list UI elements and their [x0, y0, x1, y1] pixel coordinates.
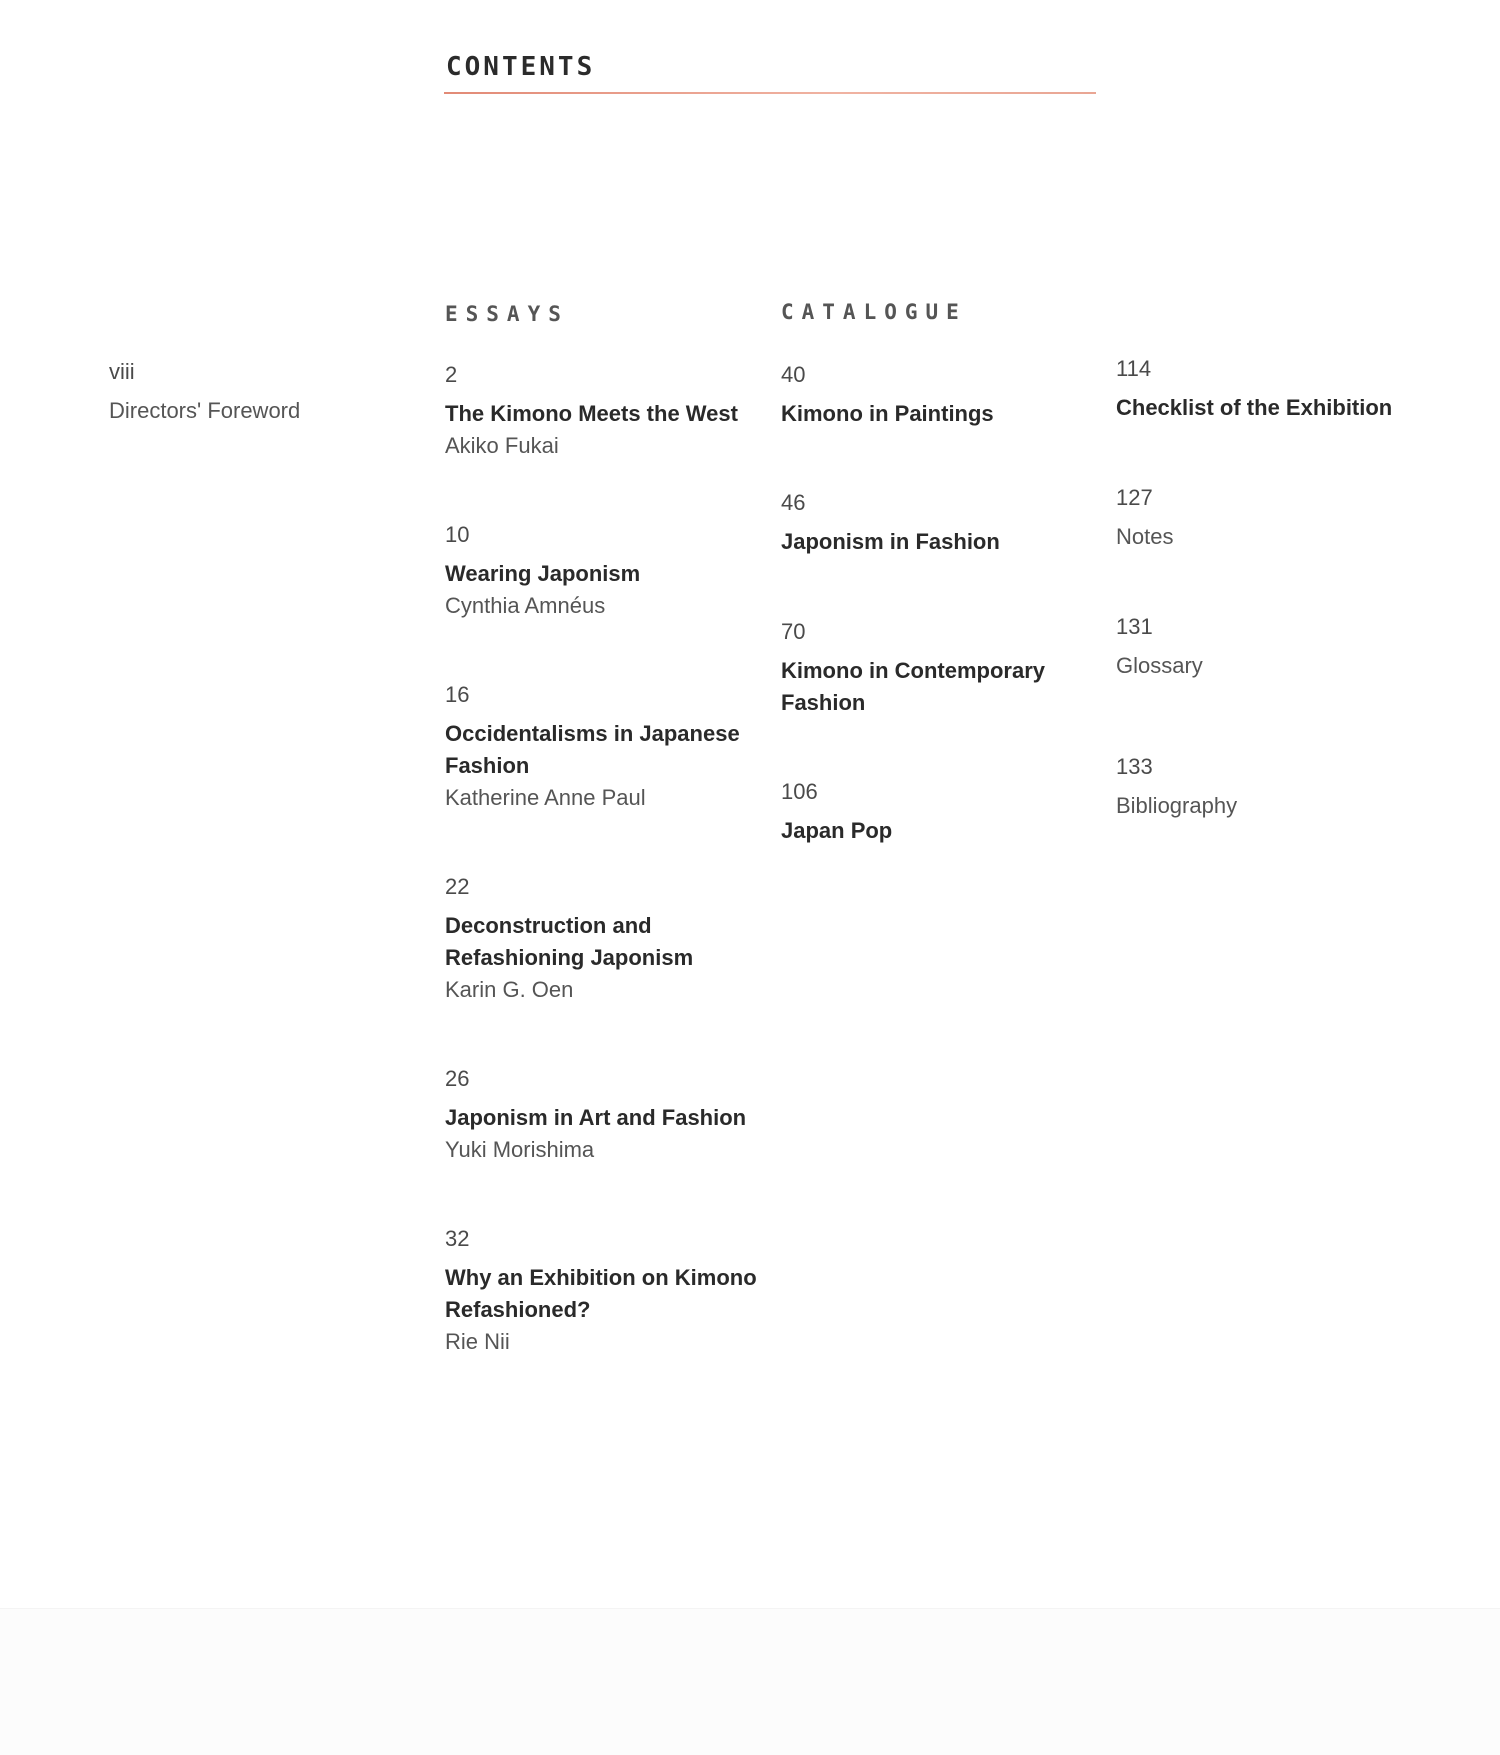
- toc-entry-title: Deconstruction and Refashioning Japonism: [445, 913, 694, 970]
- toc-entry-back-matter[interactable]: [1116, 354, 1456, 424]
- toc-entry-author: Karin G. Oen: [445, 977, 574, 1002]
- toc-entry-back-matter[interactable]: [1116, 483, 1456, 553]
- toc-page-number: 16: [445, 682, 470, 707]
- toc-page-number: 127: [1116, 485, 1153, 510]
- toc-entry-essay[interactable]: [445, 520, 775, 622]
- toc-entry-title: Wearing Japonism: [445, 561, 641, 586]
- toc-entry-title: Glossary: [1116, 653, 1203, 678]
- toc-entry-back-matter[interactable]: [1116, 612, 1456, 682]
- toc-page-number: 133: [1116, 754, 1153, 779]
- toc-entry-title: Japonism in Fashion: [781, 529, 1000, 554]
- toc-entry-title: The Kimono Meets the West: [445, 401, 738, 426]
- toc-entry-author: Katherine Anne Paul: [445, 785, 646, 810]
- title-rule: [444, 92, 1096, 94]
- toc-page-number: 46: [781, 490, 806, 515]
- toc-entry-title: Japan Pop: [781, 818, 893, 843]
- toc-page-number: 131: [1116, 614, 1153, 639]
- toc-entry-essay[interactable]: [445, 1064, 775, 1166]
- toc-entry-author: Rie Nii: [445, 1329, 510, 1354]
- toc-entry-catalogue[interactable]: [781, 360, 1081, 430]
- toc-page-number: 2: [445, 362, 458, 387]
- toc-entry-essay[interactable]: [445, 872, 775, 1006]
- toc-entry-title: Notes: [1116, 524, 1174, 549]
- toc-entry-title: Kimono in Paintings: [781, 401, 994, 426]
- section-heading-essays: ESSAYS: [445, 302, 569, 326]
- section-heading-catalogue: CATALOGUE: [781, 300, 967, 324]
- toc-entry-title: Kimono in Contemporary Fashion: [781, 658, 1046, 715]
- toc-entry-title: Occidentalisms in Japanese Fashion: [445, 721, 740, 778]
- toc-entry-essay[interactable]: [445, 360, 775, 462]
- toc-page-number: 40: [781, 362, 806, 387]
- toc-entry-essay[interactable]: [445, 680, 775, 814]
- toc-page-number: 22: [445, 874, 470, 899]
- page-title: CONTENTS: [446, 52, 596, 82]
- toc-entry-author: Yuki Morishima: [445, 1137, 595, 1162]
- toc-entry-author: Cynthia Amnéus: [445, 593, 606, 618]
- toc-page-number: 114: [1116, 356, 1152, 381]
- toc-entry-title: Why an Exhibition on Kimono Refashioned?: [445, 1265, 757, 1322]
- toc-page-number: 10: [445, 522, 470, 547]
- toc-entry-author: Akiko Fukai: [445, 433, 559, 458]
- toc-entry-title: Japonism in Art and Fashion: [445, 1105, 747, 1130]
- toc-entry-catalogue[interactable]: [781, 777, 1081, 847]
- toc-entry-title: Bibliography: [1116, 793, 1238, 818]
- toc-entry-back-matter[interactable]: [1116, 752, 1456, 822]
- toc-entry-essay[interactable]: [445, 1224, 775, 1358]
- toc-page-number: 70: [781, 619, 806, 644]
- toc-entry-catalogue[interactable]: [781, 617, 1081, 719]
- page-bottom-margin: [0, 1608, 1500, 1755]
- toc-page-number: 32: [445, 1226, 470, 1251]
- toc-page-number: viii: [109, 359, 135, 384]
- toc-entry-title: Directors' Foreword: [109, 398, 301, 423]
- toc-page-number: 26: [445, 1066, 470, 1091]
- toc-entry-title: Checklist of the Exhibition: [1116, 395, 1393, 420]
- toc-entry-catalogue[interactable]: [781, 488, 1081, 558]
- toc-page-number: 106: [781, 779, 818, 804]
- toc-entry-directors-foreword[interactable]: [109, 357, 369, 427]
